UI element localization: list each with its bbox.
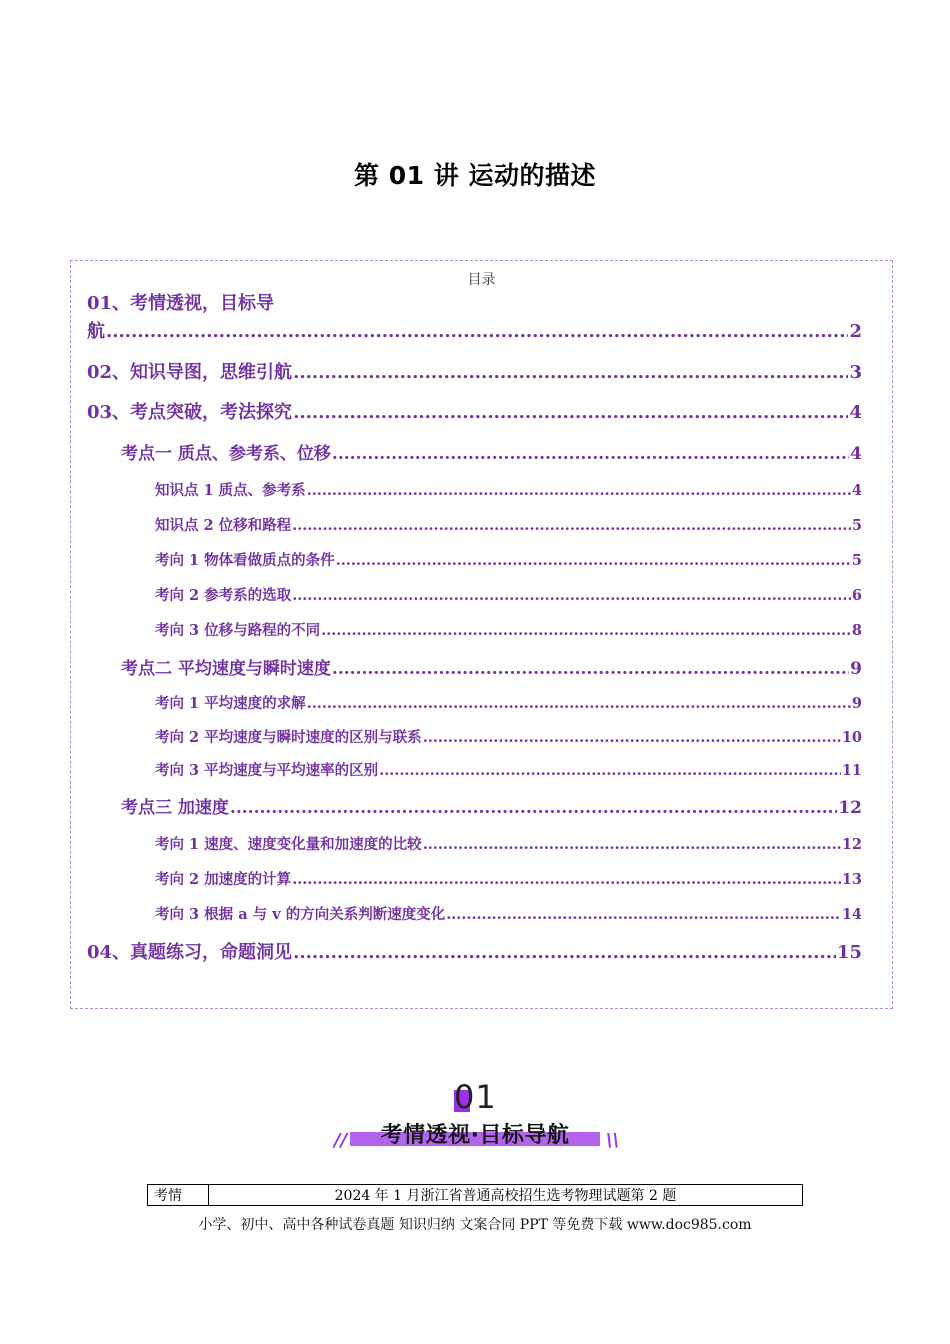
toc-entry-kaoxiang-1-2[interactable]: 考向 2 参考系的选取 ..... 6 [155,584,862,605]
toc-entry-kaoxiang-3-2[interactable]: 考向 2 加速度的计算 ..... 13 [155,868,862,889]
table-row [148,1185,803,1206]
toc-entry-01-line1[interactable]: 01、考情透视，目标导 [87,293,275,314]
toc-entry-zhishidian-2[interactable]: 知识点 2 位移和路程 ..... 5 [155,514,862,535]
toc-entry-kaodian-3[interactable]: 考点三 加速度 ..... 12 [121,793,862,818]
toc-entry-02[interactable]: 02、知识导图，思维引航 ..... 3 [87,358,862,384]
toc-entry-01[interactable]: 航 ..... 2 [87,317,862,343]
exam-info-table [147,1184,803,1206]
banner-slash-right: \\ [606,1130,620,1151]
section-banner [330,1078,620,1158]
toc-entry-kaoxiang-2-3[interactable]: 考向 3 平均速度与平均速率的区别 ..... 11 [155,759,862,780]
table-key-cell: 考情 [148,1185,209,1206]
toc-entry-03[interactable]: 03、考点突破，考法探究 ..... 4 [87,398,862,424]
toc-entry-zhishidian-1[interactable]: 知识点 1 质点、参考系 ..... 4 [155,479,862,500]
toc-heading: 目录 [467,272,496,288]
page-footer: 小学、初中、高中各种试卷真题 知识归纳 文案合同 PPT 等免费下载 www.doc985.com [198,1217,752,1233]
toc-entry-kaoxiang-1-1[interactable]: 考向 1 物体看做质点的条件 ..... 5 [155,549,862,570]
toc-entry-kaoxiang-2-1[interactable]: 考向 1 平均速度的求解 ..... 9 [155,692,862,713]
toc-entry-04[interactable]: 04、真题练习，命题洞见 ..... 15 [87,938,862,964]
toc-entry-kaoxiang-2-2[interactable]: 考向 2 平均速度与瞬时速度的区别与联系 ..... 10 [155,726,862,747]
toc-entry-kaodian-1[interactable]: 考点一 质点、参考系、位移 ..... 4 [121,439,862,464]
toc-entry-kaodian-2[interactable]: 考点二 平均速度与瞬时速度 ..... 9 [121,654,862,679]
page-title: 第 01 讲 运动的描述 [354,161,596,190]
toc-entry-kaoxiang-3-3[interactable]: 考向 3 根据 a 与 v 的方向关系判断速度变化 ..... 14 [155,903,862,924]
section-number: 01 [454,1078,497,1116]
toc-entry-kaoxiang-3-1[interactable]: 考向 1 速度、速度变化量和加速度的比较 ..... 12 [155,833,862,854]
table-of-contents [70,260,893,1009]
section-title: 考情透视·目标导航 [380,1123,570,1148]
toc-entry-kaoxiang-1-3[interactable]: 考向 3 位移与路程的不同 ..... 8 [155,619,862,640]
section-title-bar [350,1118,600,1148]
banner-slash-left: // [334,1130,348,1151]
table-value-cell: 2024 年 1 月浙江省普通高校招生选考物理试题第 2 题 [209,1185,803,1206]
